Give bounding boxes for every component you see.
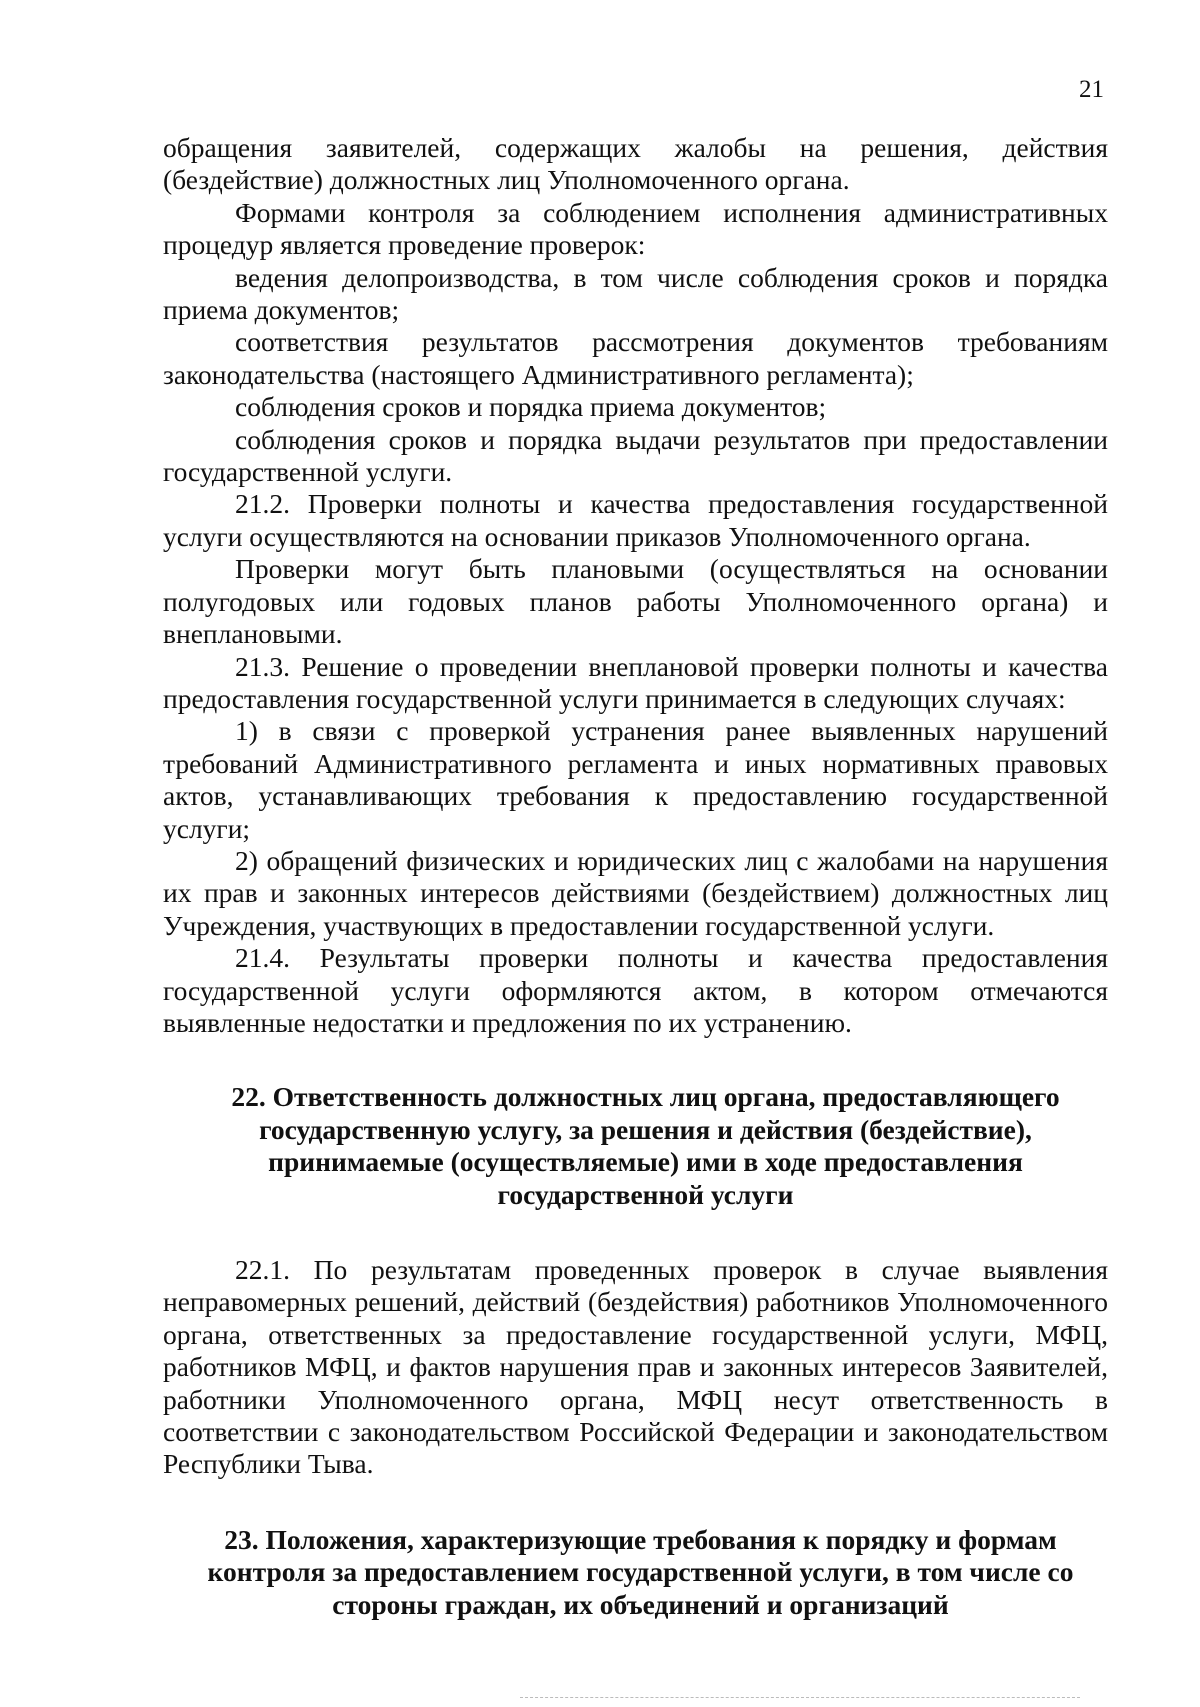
paragraph: соблюдения сроков и порядка приема документов; [235,391,827,423]
paragraph: 21.2. Проверки полноты и качества предоставления государственной услуги осуществляются на основании приказов Уполномоченного органа. [163,488,1108,552]
section-heading-23: 23. Положения, характеризующие требования к порядку и формам контроля за предоставлением государственной услуги, в том числе со стороны граждан, их объединений и организаций [207,1523,1074,1620]
paragraph: 22.1. По результатам проведенных проверок в случае выявления неправомерных решений, действий (бездействия) работников Уполномоченного органа, ответственных за предоставление государственной услуги, МФЦ, работников МФЦ, и фактов нарушения прав и законных интересов Заявителей, работники Уполномоченного органа, МФЦ несут ответственность в соответствии с законодательством Российской Федерации и законодательством Республики Тыва. [163,1254,1108,1480]
section-heading-22: 22. Ответственность должностных лиц органа, предоставляющего государственную услугу, за решения и действия (бездействие), принимаемые (осуществляемые) ими в ходе предоставления государственной услуги [231,1081,1060,1210]
paragraph: 1) в связи с проверкой устранения ранее выявленных нарушений требований Административного регламента и иных нормативных правовых актов, устанавливающих требования к предоставлению государственной услуги; [163,715,1108,844]
document-body [163,132,1108,1621]
paragraph: Проверки могут быть плановыми (осуществляться на основании полугодовых или годовых планов работы Уполномоченного органа) и внеплановыми. [163,553,1108,650]
paragraph: соблюдения сроков и порядка выдачи результатов при предоставлении государственной услуги. [163,423,1108,488]
paragraph: 2) обращений физических и юридических лиц с жалобами на нарушения их прав и законных интересов действиями (бездействием) должностных лиц Учреждения, участвующих в предоставлении государственной услуги. [163,844,1108,941]
paragraph: Формами контроля за соблюдением исполнения административных процедур является проведение проверок: [163,196,1108,261]
paragraph: 21.3. Решение о проведении внеплановой проверки полноты и качества предоставления государственной услуги принимается в следующих случаях: [163,650,1108,714]
scan-edge-line [520,1697,1080,1698]
paragraph: обращения заявителей, содержащих жалобы на решения, действия (бездействие) должностных лиц Уполномоченного органа. [163,132,1108,196]
page-number: 21 [1079,76,1104,103]
paragraph: 21.4. Результаты проверки полноты и качества предоставления государственной услуги оформляются актом, в котором отмечаются выявленные недостатки и предложения по их устранению. [163,942,1108,1038]
paragraph: соответствия результатов рассмотрения документов требованиям законодательства (настоящего Административного регламента); [163,326,1108,390]
paragraph: ведения делопроизводства, в том числе соблюдения сроков и порядка приема документов; [163,261,1108,326]
